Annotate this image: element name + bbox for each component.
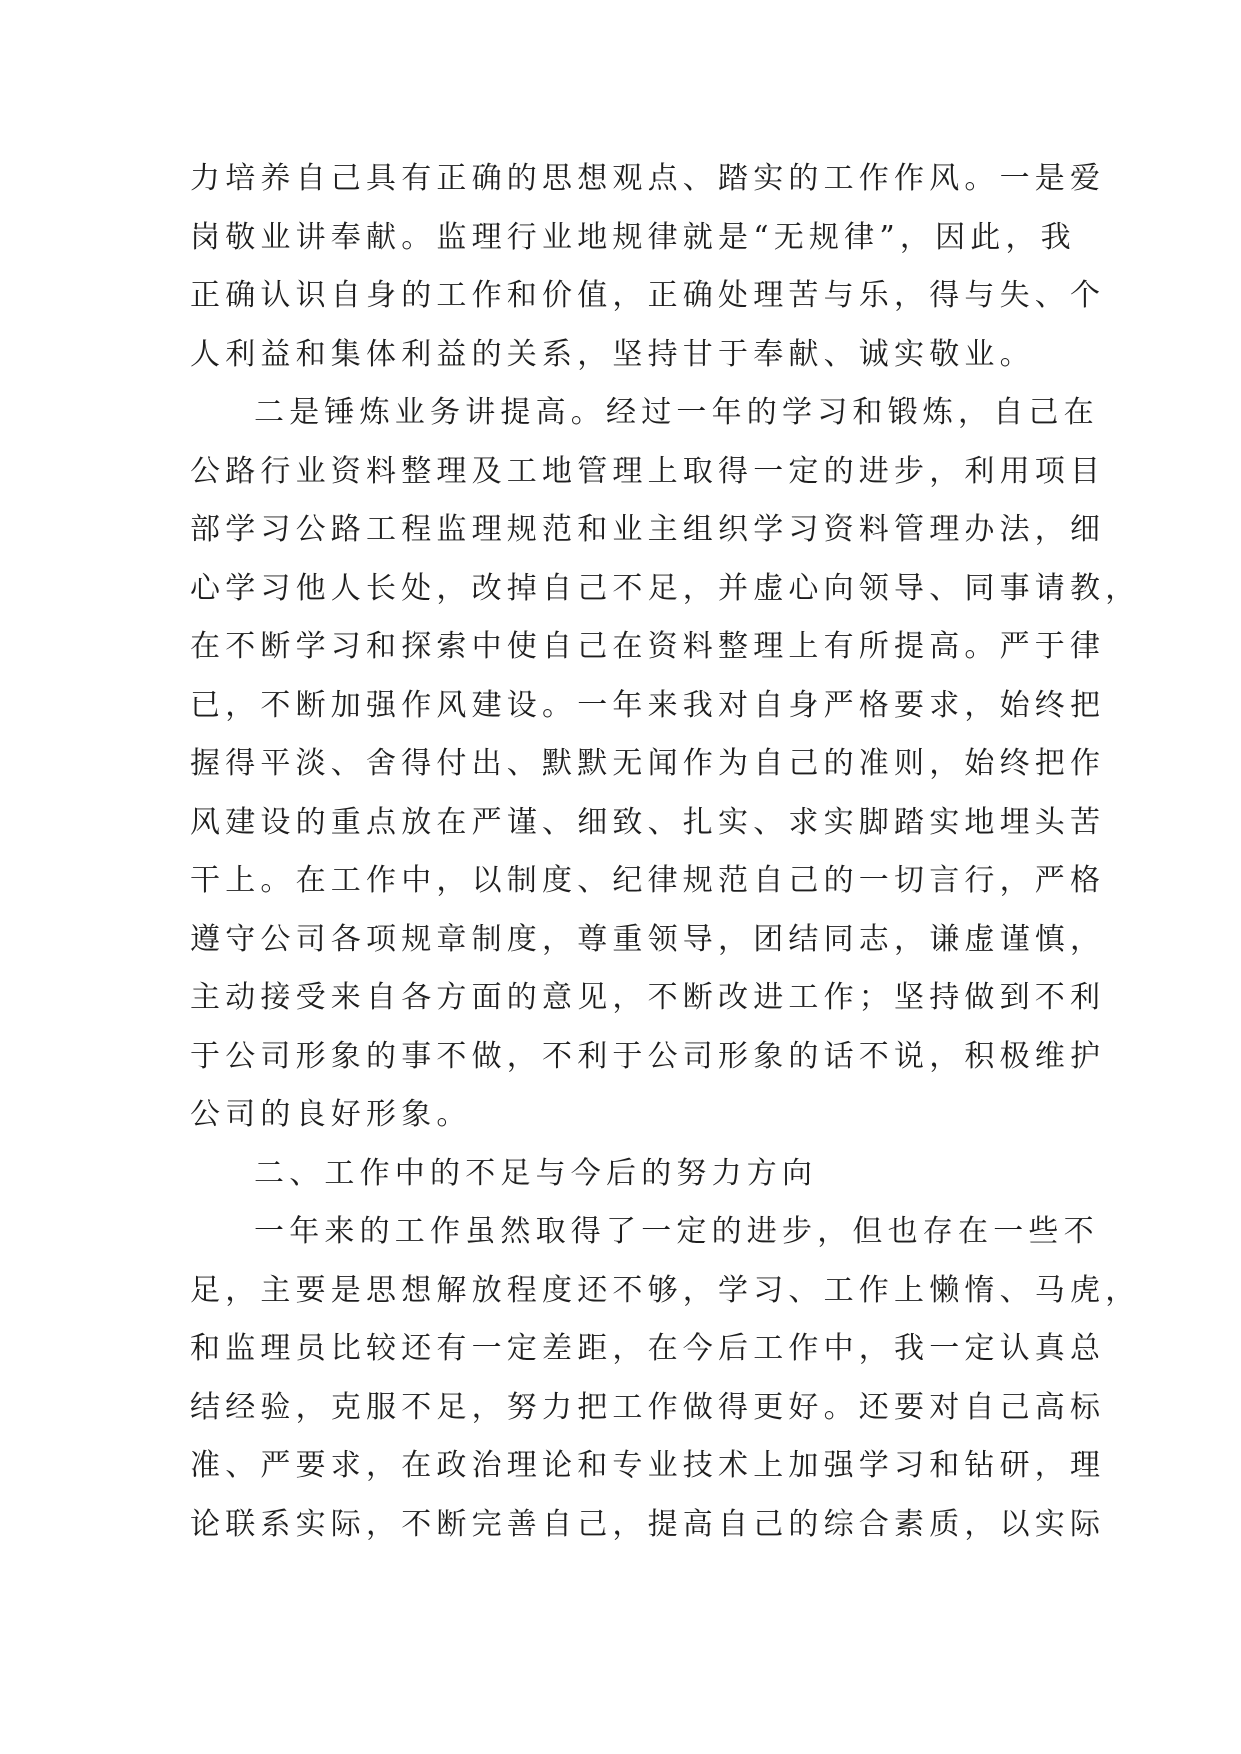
text-line: 准、严要求，在政治理论和专业技术上加强学习和钻研，理 [190, 1448, 1106, 1483]
text-line: 公司的良好形象。 [190, 1097, 472, 1132]
text-line: 干上。在工作中，以制度、纪律规范自己的一切言行，严格 [190, 863, 1106, 898]
section-heading: 二、工作中的不足与今后的努力方向 [254, 1155, 818, 1191]
text-line: 部学习公路工程监理规范和业主组织学习资料管理办法，细 [190, 512, 1106, 547]
text-line: 在不断学习和探索中使自己在资料整理上有所提高。严于律 [190, 629, 1106, 664]
paragraph-start-line: 一年来的工作虽然取得了一定的进步，但也存在一些不 [254, 1214, 1099, 1249]
text-line: 握得平淡、舍得付出、默默无闻作为自己的准则，始终把作 [190, 746, 1106, 781]
text-line: 已，不断加强作风建设。一年来我对自身严格要求，始终把 [190, 687, 1106, 723]
text-line: 足，主要是思想解放程度还不够，学习、工作上懒惰、马虎， [190, 1272, 1141, 1308]
text-line: 力培养自己具有正确的思想观点、踏实的工作作风。一是爱 [190, 161, 1106, 196]
text-line: 风建设的重点放在严谨、细致、扎实、求实脚踏实地埋头苦 [190, 804, 1106, 840]
text-line: 遵守公司各项规章制度，尊重领导，团结同志，谦虚谨慎， [190, 921, 1106, 957]
text-line: 公路行业资料整理及工地管理上取得一定的进步，利用项目 [190, 453, 1106, 489]
text-line: 人利益和集体利益的关系，坚持甘于奉献、诚实敬业。 [190, 336, 1035, 372]
text-line: 主动接受来自各方面的意见，不断改进工作；坚持做到不利 [190, 980, 1106, 1015]
text-line: 结经验，克服不足，努力把工作做得更好。还要对自己高标 [190, 1389, 1106, 1425]
body-text [190, 150, 1141, 1554]
text-line: 和监理员比较还有一定差距，在今后工作中，我一定认真总 [190, 1331, 1106, 1366]
text-line: 心学习他人长处，改掉自己不足，并虚心向领导、同事请教， [190, 570, 1141, 606]
text-line: 论联系实际，不断完善自己，提高自己的综合素质，以实际 [190, 1506, 1106, 1542]
text-line: 正确认识自身的工作和价值，正确处理苦与乐，得与失、个 [190, 278, 1106, 313]
text-line: 于公司形象的事不做，不利于公司形象的话不说，积极维护 [190, 1038, 1106, 1074]
text-line: 岗敬业讲奉献。监理行业地规律就是“无规律”，因此，我 [190, 219, 1076, 255]
paragraph-start-line: 二是锤炼业务讲提高。经过一年的学习和锻炼，自己在 [254, 395, 1099, 430]
